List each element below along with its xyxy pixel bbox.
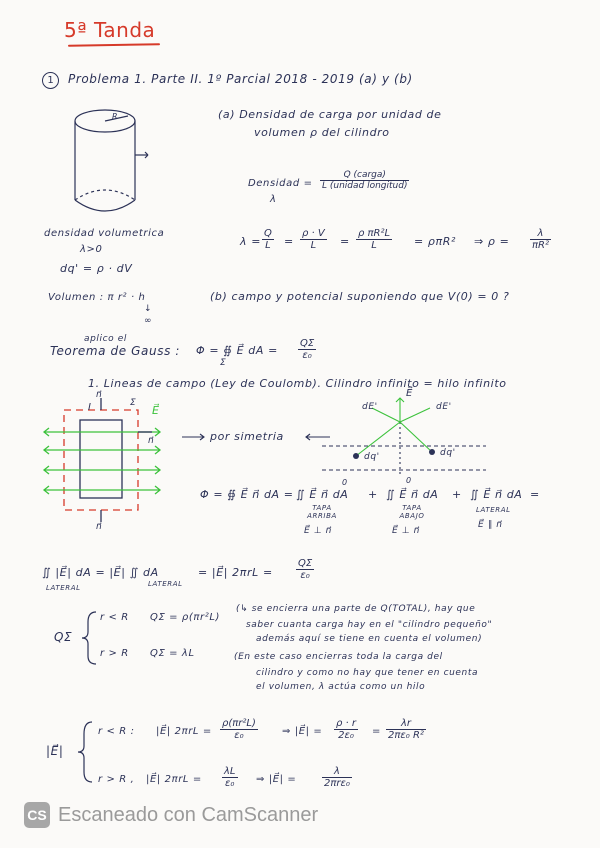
lambda-frac-2-den: L — [310, 240, 317, 251]
lambda-frac-4 — [530, 228, 551, 251]
lambda-lhs: λ = — [240, 235, 262, 248]
densidad-symbol: λ — [270, 194, 277, 205]
efield-case1-frac2-den: 2ε₀ — [338, 730, 354, 741]
flux-term-2-sup: 0 — [406, 476, 412, 485]
efield-case1-frac1 — [220, 718, 258, 741]
efield-case2-frac2 — [322, 766, 352, 789]
label-sigma: Σ — [130, 398, 137, 408]
lateral-label-2: LATERAL — [148, 580, 183, 588]
note-lambda-positive: λ>0 — [80, 244, 103, 255]
note-arrow-down: ↓ — [144, 304, 153, 314]
problem-header: Problema 1. Parte II. 1º Parcial 2018 - 2019 (a) y (b) — [68, 72, 413, 86]
lateral-fraction — [296, 558, 314, 581]
qsigma-case2-note1: (En este caso encierras toda la carga del — [234, 652, 443, 662]
efield-label: |E⃗| — [46, 744, 64, 758]
note-volumen: Volumen : π r² · h — [48, 292, 146, 303]
gauss-fraction-num: QΣ — [300, 338, 315, 349]
efield-case1-arrow: ⇒ |E⃗| = — [282, 726, 323, 737]
cylinder-drawing — [75, 110, 148, 211]
part-a-line1: (a) Densidad de carga por unidad de — [218, 108, 442, 121]
lambda-eq-3: = ρπR² — [414, 235, 456, 248]
efield-case1-cond: r < R : — [98, 726, 135, 737]
label-dE-right: dE' — [436, 402, 452, 412]
label-dq-left: dq' — [364, 452, 380, 462]
label-n-top: n⃗ — [96, 390, 103, 400]
lateral-fraction-den: ε₀ — [300, 570, 310, 581]
qsigma-case1-note2: saber cuanta carga hay en el "cilindro pequeño" — [246, 620, 493, 630]
efield-case1-frac1-num: ρ(πr²L) — [222, 718, 256, 729]
efield-case1-frac1-den: ε₀ — [234, 730, 244, 741]
simetria-text: por simetria — [210, 430, 284, 443]
label-E-top: E⃗ — [406, 388, 413, 399]
efield-case2-lhs: |E⃗| 2πrL = — [146, 774, 202, 785]
gauss-eq-lhs: Φ = ∯ E⃗ dA = — [196, 344, 278, 357]
label-n-bottom: n⃗ — [96, 522, 103, 532]
efield-case1-frac2 — [334, 718, 358, 741]
efield-case2-cond: r > R , — [98, 774, 135, 785]
lambda-frac-4-den: πR² — [532, 240, 549, 251]
part-a-line2: volumen ρ del cilindro — [254, 126, 390, 139]
note-densidad: densidad volumetrica — [44, 228, 165, 239]
efield-case2-frac1 — [222, 766, 238, 789]
braces — [78, 612, 96, 782]
qsigma-label: QΣ — [54, 630, 73, 644]
lambda-frac-3-den: L — [371, 240, 377, 251]
efield-case1-frac3 — [386, 718, 426, 741]
flux-plus-2: + — [452, 488, 462, 501]
lambda-frac-1 — [262, 228, 274, 251]
label-i-top: I — [88, 402, 92, 413]
efield-case1-frac3-num: λr — [386, 718, 426, 730]
qsigma-case1-note3: además aquí se tiene en cuenta el volumen) — [256, 634, 483, 644]
label-dE-left: dE' — [362, 402, 378, 412]
lambda-frac-4-num: λ — [530, 228, 551, 240]
qsigma-case1-cond: r < R — [100, 612, 129, 623]
lambda-frac-2 — [300, 228, 327, 251]
qsigma-case2-note2: cilindro y como no hay que tener en cuenta — [256, 668, 479, 678]
flux-eq: = — [530, 488, 540, 501]
flux-term-3-label: LATERAL — [476, 506, 511, 514]
lateral-label-1: LATERAL — [46, 584, 81, 592]
svg-text:R: R — [112, 112, 118, 121]
efield-case1-frac2-num: ρ · r — [336, 718, 356, 729]
flux-term-2: ∬ E⃗ n⃗ dA — [386, 488, 439, 501]
camscanner-watermark — [24, 800, 318, 830]
gauss-aplico: aplico el — [84, 334, 127, 344]
flux-term-1-relation: E⃗ ⊥ n⃗ — [304, 526, 332, 536]
lambda-frac-3-num: ρ πR²L — [358, 228, 391, 239]
lambda-eq-1: = — [284, 235, 294, 248]
efield-case2-frac1-num: λL — [224, 766, 236, 777]
lambda-frac-1-num: Q — [264, 228, 272, 239]
lambda-eq-2: = — [340, 235, 350, 248]
step1-line: 1. Lineas de campo (Ley de Coulomb). Cilindro infinito = hilo infinito — [88, 377, 507, 390]
camscanner-logo: CS — [24, 802, 50, 828]
lateral-mid: = |E⃗| 2πrL = — [198, 566, 273, 579]
flux-term-3: ∬ E⃗ n⃗ dA — [470, 488, 523, 501]
gauss-fraction-den: ε₀ — [302, 350, 312, 361]
flux-term-1: ∬ E⃗ n⃗ dA — [296, 488, 349, 501]
camscanner-text: Escaneado con CamScanner — [58, 803, 319, 826]
lateral-fraction-num: QΣ — [298, 558, 313, 569]
efield-case2-frac2-num: λ — [322, 766, 352, 778]
label-dq-right: dq' — [440, 448, 456, 458]
lambda-frac-2-num: ρ · V — [302, 228, 325, 239]
efield-case1-frac3-den: 2πε₀ R² — [388, 730, 424, 741]
qsigma-case2-cond: r > R — [100, 648, 129, 659]
flux-plus-1: + — [368, 488, 378, 501]
note-dq: dq' = ρ · dV — [60, 262, 133, 275]
efield-case2-frac1-den: ε₀ — [225, 778, 235, 789]
flux-term-2-relation: E⃗ ⊥ n⃗ — [392, 526, 420, 536]
note-infinity: ∞ — [144, 316, 153, 326]
densidad-fraction — [320, 170, 409, 191]
wire-diagram — [322, 398, 486, 474]
flux-term-2-label: TAPA ABAJO — [399, 504, 425, 520]
flux-term-1-label: TAPA ARRIBA — [307, 504, 337, 520]
label-n-side: n⃗ — [148, 436, 155, 446]
densidad-denominator: L (unidad longitud) — [322, 181, 408, 191]
gauss-fraction — [298, 338, 316, 361]
lambda-arrow: ⇒ ρ = — [474, 235, 510, 248]
gauss-diagram — [44, 398, 160, 522]
qsigma-case2-note3: el volumen, λ actúa como un hilo — [256, 682, 426, 692]
densidad-numerator: Q (carga) — [320, 170, 409, 181]
efield-case1-eq: = — [372, 726, 381, 737]
lateral-lhs: ∬ |E⃗| dA = |E⃗| ∬ dA — [42, 566, 159, 579]
gauss-teorema: Teorema de Gauss : — [50, 344, 180, 358]
part-b-line: (b) campo y potencial suponiendo que V(0) = 0 ? — [210, 290, 510, 303]
gauss-eq-sub: Σ — [220, 358, 227, 368]
label-field-E: E⃗ — [152, 404, 160, 417]
flux-term-3-relation: E⃗ ∥ n⃗ — [478, 520, 503, 530]
problem-number: 1 — [42, 72, 59, 89]
efield-case2-arrow: ⇒ |E⃗| = — [256, 774, 297, 785]
lambda-frac-3 — [356, 228, 392, 251]
qsigma-case1-note1: (↳ se encierra una parte de Q(TOTAL), hay que — [236, 604, 476, 614]
qsigma-case1-eq: QΣ = ρ(πr²L) — [150, 612, 220, 623]
efield-case2-frac2-den: 2πrε₀ — [324, 778, 350, 789]
flux-lhs: Φ = ∯ E⃗ n⃗ dA = — [200, 488, 294, 501]
page-title: 5ª Tanda — [64, 18, 156, 42]
efield-case1-lhs: |E⃗| 2πrL = — [156, 726, 212, 737]
lambda-frac-1-den: L — [265, 240, 271, 251]
qsigma-case2-eq: QΣ = λL — [150, 648, 195, 659]
densidad-label: Densidad = — [248, 178, 313, 189]
flux-term-1-sup: 0 — [342, 478, 348, 487]
